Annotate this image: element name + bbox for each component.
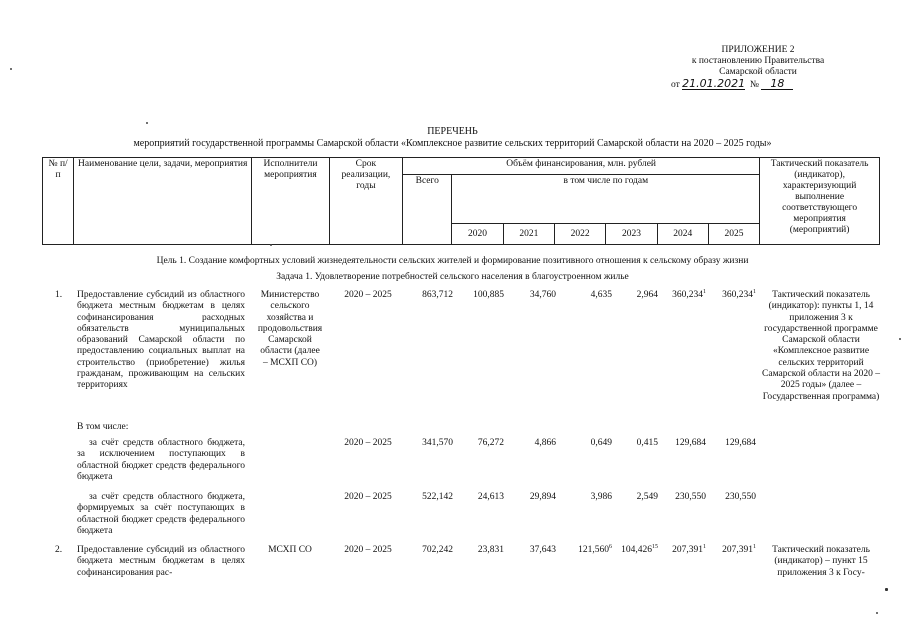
year-header-2020: 2020 (452, 224, 503, 245)
value: 360,234 (722, 290, 753, 300)
year-header-2022: 2022 (555, 224, 606, 245)
row-name: за счёт средств областного бюджета, формируемых за счёт поступающих в областной бюджет средств федерального бюджета (77, 492, 245, 536)
col-funding-header: Объём финансирования, млн. рублей (403, 158, 760, 175)
row-indicator: Тактический показатель (индикатор): пункты 1, 14 приложения 3 к государственной программе Самарской области «Комплексное развитие сельских территорий Самарской области на 2020 – 2025 годы» (далее – Государственная программа) (762, 290, 880, 402)
row-term: 2020 – 2025 (344, 545, 392, 555)
col-indicator-header: Тактический показатель (индикатор), характеризующий выполнение соответствующего мероприятия (мероприятий) (760, 158, 880, 245)
row-2021: 37,643 (529, 545, 556, 555)
number-prefix: № (749, 80, 759, 90)
row-name: Предоставление субсидий из областного бюджета местным бюджетам в целях софинансирования расходных обязательств муниципальных образований Самарской области по предоставлению социальных выплат на строительство (приобретение) жилья гражданам, проживающим на сельских территориях (77, 290, 245, 391)
row-name: за счёт средств областного бюджета, за исключением поступающих в областной бюджет средств федерального бюджета (77, 438, 245, 482)
row-2024: 129,684 (675, 438, 706, 448)
row-total: 863,712 (422, 290, 453, 300)
row-term: 2020 – 2025 (344, 438, 392, 448)
col-by-years-header: в том числе по годам (452, 175, 760, 224)
value: 207,391 (722, 545, 753, 555)
row-name: Предоставление субсидий из областного бюджета местным бюджетам в целях софинансирования рас- (77, 545, 245, 578)
row-total: 341,570 (422, 438, 453, 448)
value: 104,426 (621, 545, 652, 555)
row-2025 (708, 290, 756, 301)
year-header-2024: 2024 (657, 224, 708, 245)
col-term-header: Срок реализации, годы (329, 158, 402, 245)
col-total-header: Всего (403, 175, 452, 245)
row-2022 (560, 545, 612, 556)
row-2024 (660, 290, 706, 301)
row-2022: 3,986 (590, 492, 612, 502)
row-term: 2020 – 2025 (344, 290, 392, 300)
row-2020: 100,885 (473, 290, 504, 300)
row-total: 522,142 (422, 492, 453, 502)
scan-speck (876, 612, 878, 614)
col-executors-header: Исполнители мероприятия (252, 158, 329, 245)
row-2024 (660, 545, 706, 556)
col-name-header: Наименование цели, задачи, мероприятия (74, 158, 252, 245)
appendix-date-line (671, 78, 843, 91)
year-header-2025: 2025 (708, 224, 759, 245)
scan-speck (10, 68, 12, 70)
goal-line: Цель 1. Создание комфортных условий жизнедеятельности сельских жителей и формирование позитивного отношения к сельскому образу жизни (156, 256, 749, 266)
value: 121,560 (578, 545, 609, 555)
row-2023 (612, 545, 658, 556)
row-2020: 24,613 (477, 492, 504, 502)
document-heading: ПЕРЕЧЕНЬ (427, 126, 478, 137)
footnote-mark: 1 (703, 289, 706, 295)
row-2023: 2,549 (636, 492, 658, 502)
row-2022: 4,635 (590, 290, 612, 300)
appendix-header (673, 45, 843, 91)
scan-speck (885, 588, 888, 591)
row-num: 1. (55, 290, 63, 300)
row-2020: 23,831 (477, 545, 504, 555)
document-subtitle: мероприятий государственной программы Самарской области «Комплексное развитие сельских территорий Самарской области на 2020 – 2025 годы» (133, 138, 772, 149)
col-num-header: № п/п (43, 158, 74, 245)
task-line: Задача 1. Удовлетворение потребностей сельского населения в благоустроенном жилье (276, 272, 629, 282)
date-prefix: от (671, 80, 680, 90)
appendix-title: ПРИЛОЖЕНИЕ 2 (721, 45, 795, 55)
footnote-mark: 1 (753, 544, 756, 550)
row-2021: 4,866 (534, 438, 556, 448)
handwritten-date: 21.01.2021 (682, 77, 746, 90)
handwritten-number: 18 (761, 78, 793, 90)
row-2021: 29,894 (529, 492, 556, 502)
row-executor: МСХП СО (268, 545, 312, 555)
scan-speck (270, 244, 272, 246)
value: 207,391 (672, 545, 703, 555)
year-header-2023: 2023 (606, 224, 657, 245)
footnote-mark: 15 (652, 544, 658, 550)
value: 360,234 (672, 290, 703, 300)
row-executor: Министерство сельского хозяйства и продовольствия Самарской области (далее – МСХП СО) (257, 290, 323, 368)
footnote-mark: 1 (753, 289, 756, 295)
program-table-header (42, 157, 880, 245)
row-2025: 230,550 (725, 492, 756, 502)
row-indicator: Тактический показатель (индикатор) – пункт 15 приложения 3 к Госу- (772, 545, 870, 578)
row-total: 702,242 (422, 545, 453, 555)
row-2025: 129,684 (725, 438, 756, 448)
footnote-mark: 6 (609, 544, 612, 550)
including-label: В том числе: (77, 422, 129, 432)
row-num: 2. (55, 545, 63, 555)
scan-speck (899, 338, 901, 340)
year-header-2021: 2021 (503, 224, 554, 245)
row-term: 2020 – 2025 (344, 492, 392, 502)
appendix-line2: к постановлению Правительства (691, 56, 825, 66)
row-2024: 230,550 (675, 492, 706, 502)
row-2021: 34,760 (529, 290, 556, 300)
row-2020: 76,272 (477, 438, 504, 448)
footnote-mark: 1 (703, 544, 706, 550)
row-2025 (708, 545, 756, 556)
row-2023: 2,964 (636, 290, 658, 300)
appendix-line3: Самарской области (719, 67, 797, 77)
scan-speck (146, 122, 148, 124)
row-2022: 0,649 (590, 438, 612, 448)
row-2023: 0,415 (636, 438, 658, 448)
